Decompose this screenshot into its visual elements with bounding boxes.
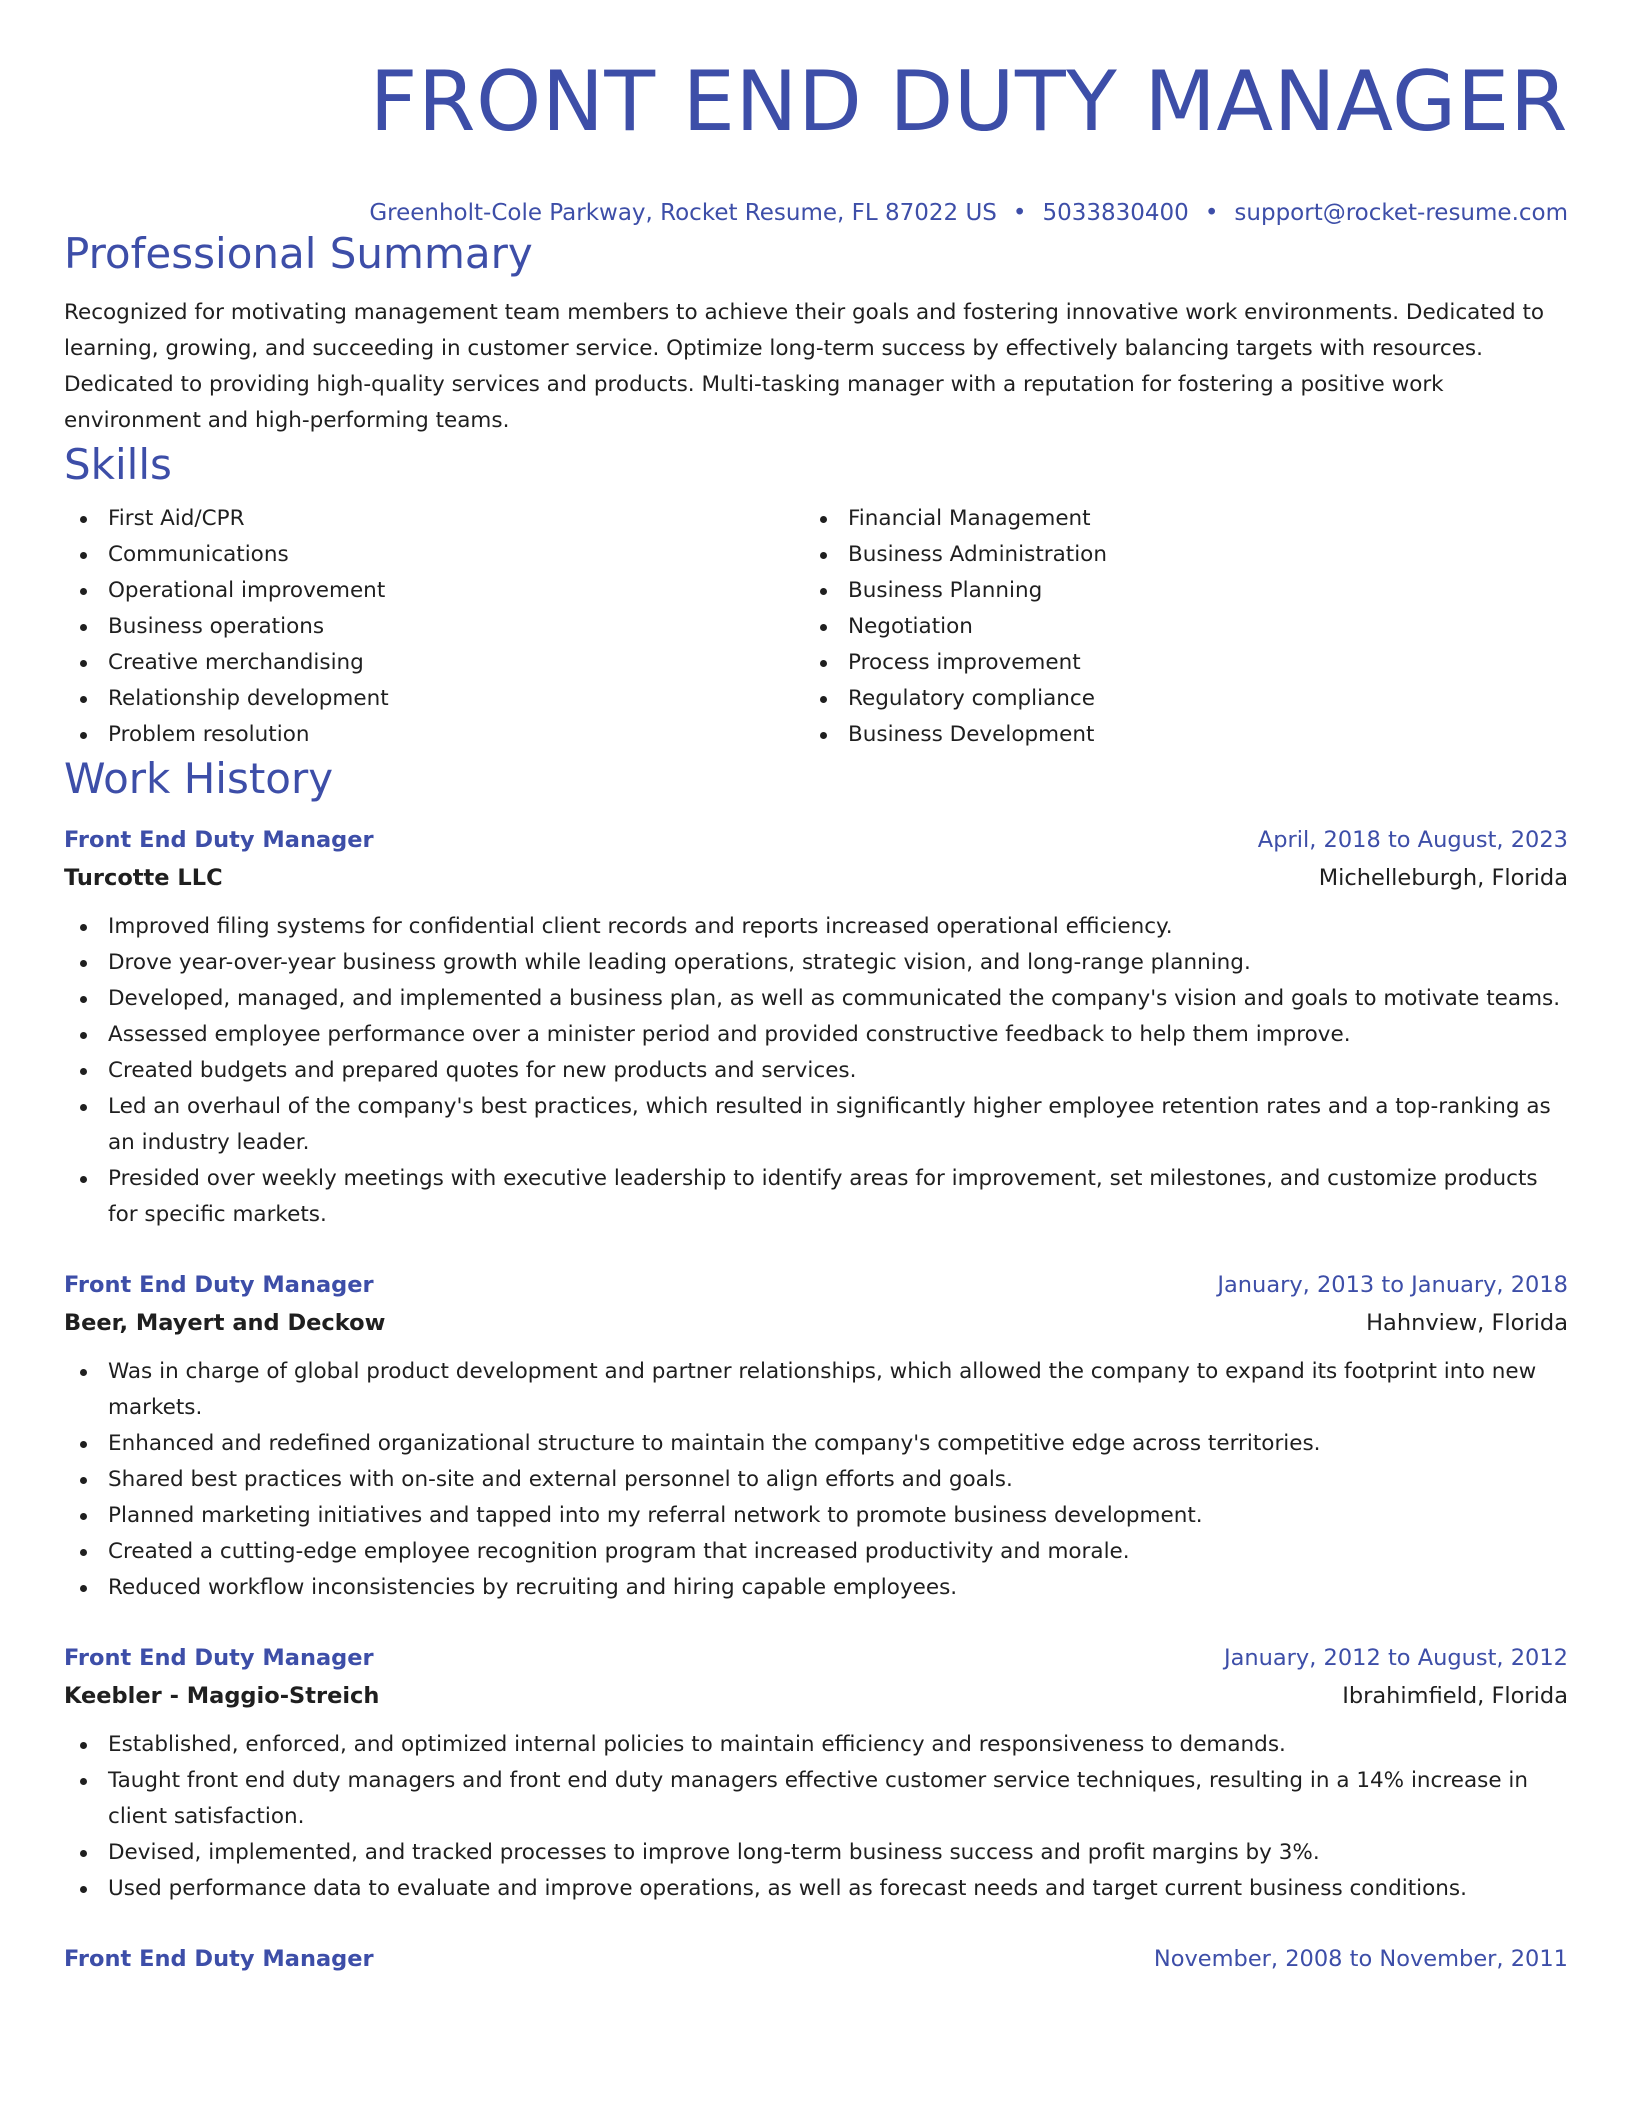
job-bullet: Used performance data to evaluate and improve operations, as well as forecast needs and target current business conditions. xyxy=(64,1871,1568,1907)
skill-item: Regulatory compliance xyxy=(804,681,1544,717)
company-name: Keebler - Maggio-Streich xyxy=(64,1683,380,1709)
skill-item: Process improvement xyxy=(804,645,1544,681)
contact-line xyxy=(64,198,1568,228)
job-entry xyxy=(64,1940,1568,1978)
summary-heading: Professional Summary xyxy=(64,229,533,278)
skill-item: Creative merchandising xyxy=(64,645,804,681)
skill-item: Business Administration xyxy=(804,537,1544,573)
company-name: Beer, Mayert and Deckow xyxy=(64,1310,386,1336)
job-title-row xyxy=(64,1639,1568,1677)
job-title: Front End Duty Manager xyxy=(64,1272,374,1298)
skill-item: Business Development xyxy=(804,717,1544,753)
job-company-row xyxy=(64,859,1568,897)
skill-item: First Aid/CPR xyxy=(64,501,804,537)
job-entry xyxy=(64,821,1568,1233)
job-bullets xyxy=(64,1354,1568,1606)
phone: 5033830400 xyxy=(1042,200,1189,226)
job-bullet: Enhanced and redefined organizational structure to maintain the company's competitive edge across territories. xyxy=(64,1426,1568,1462)
job-dates: January, 2012 to August, 2012 xyxy=(1223,1645,1568,1671)
job-title-row xyxy=(64,1266,1568,1304)
job-dates: April, 2018 to August, 2023 xyxy=(1257,827,1568,853)
separator-dot: • xyxy=(1204,200,1219,226)
job-bullets xyxy=(64,1727,1568,1907)
skill-item: Problem resolution xyxy=(64,717,804,753)
job-bullet: Taught front end duty managers and front end duty managers effective customer service techniques, resulting in a 14% increase in client satisfaction. xyxy=(64,1763,1568,1835)
job-bullet: Presided over weekly meetings with executive leadership to identify areas for improvement, set milestones, and customize products for specific markets. xyxy=(64,1161,1568,1233)
summary-text: Recognized for motivating management team members to achieve their goals and fostering innovative work environments. Dedicated to learning, growing, and succeeding in customer service. Optimize long-term success by effectively balancing targets with resources. Dedicated to providing high-quality services and products. Multi-tasking manager with a reputation for fostering a positive work environment and high-performing teams. xyxy=(64,300,1545,433)
job-bullet: Shared best practices with on-site and external personnel to align efforts and goals. xyxy=(64,1462,1568,1498)
email-link[interactable]: support@rocket-resume.com xyxy=(1234,200,1568,226)
job-bullet: Devised, implemented, and tracked processes to improve long-term business success and profit margins by 3%. xyxy=(64,1835,1568,1871)
job-bullet: Developed, managed, and implemented a business plan, as well as communicated the company's vision and goals to motivate teams. xyxy=(64,981,1568,1017)
job-title: Front End Duty Manager xyxy=(64,1946,374,1972)
work-history-heading: Work History xyxy=(64,754,334,803)
job-entry xyxy=(64,1639,1568,1907)
skill-item: Communications xyxy=(64,537,804,573)
job-bullets xyxy=(64,909,1568,1233)
skill-item: Business Planning xyxy=(804,573,1544,609)
skills-columns xyxy=(64,501,1568,753)
job-title: Front End Duty Manager xyxy=(64,1645,374,1671)
job-bullet: Created a cutting-edge employee recognition program that increased productivity and morale. xyxy=(64,1534,1568,1570)
job-title-row xyxy=(64,1940,1568,1978)
skill-item: Financial Management xyxy=(804,501,1544,537)
resume-title: FRONT END DUTY MANAGER xyxy=(369,53,1568,150)
address: Greenholt-Cole Parkway, Rocket Resume, FL 87022 US xyxy=(369,200,997,226)
job-location: Hahnview, Florida xyxy=(1366,1310,1568,1336)
job-entry xyxy=(64,1266,1568,1606)
skills-list-left xyxy=(64,501,804,753)
job-dates: January, 2013 to January, 2018 xyxy=(1217,1272,1568,1298)
job-bullet: Led an overhaul of the company's best practices, which resulted in significantly higher employee retention rates and a top-ranking as an industry leader. xyxy=(64,1089,1568,1161)
job-bullet: Drove year-over-year business growth while leading operations, strategic vision, and long-range planning. xyxy=(64,945,1568,981)
job-bullet: Assessed employee performance over a minister period and provided constructive feedback to help them improve. xyxy=(64,1017,1568,1053)
skill-item: Negotiation xyxy=(804,609,1544,645)
job-bullet: Improved filing systems for confidential client records and reports increased operational efficiency. xyxy=(64,909,1568,945)
separator-dot: • xyxy=(1012,200,1027,226)
job-bullet: Established, enforced, and optimized internal policies to maintain efficiency and responsiveness to demands. xyxy=(64,1727,1568,1763)
job-title: Front End Duty Manager xyxy=(64,827,374,853)
skill-item: Relationship development xyxy=(64,681,804,717)
skills-heading: Skills xyxy=(64,440,172,489)
skill-item: Business operations xyxy=(64,609,804,645)
job-bullet: Reduced workflow inconsistencies by recruiting and hiring capable employees. xyxy=(64,1570,1568,1606)
skills-list-right xyxy=(804,501,1544,753)
skill-item: Operational improvement xyxy=(64,573,804,609)
job-bullet: Planned marketing initiatives and tapped into my referral network to promote business development. xyxy=(64,1498,1568,1534)
job-title-row xyxy=(64,821,1568,859)
job-bullet: Created budgets and prepared quotes for new products and services. xyxy=(64,1053,1568,1089)
job-dates: November, 2008 to November, 2011 xyxy=(1153,1946,1568,1972)
job-location: Ibrahimfield, Florida xyxy=(1342,1683,1568,1709)
job-location: Michelleburgh, Florida xyxy=(1318,865,1568,891)
job-company-row xyxy=(64,1304,1568,1342)
job-company-row xyxy=(64,1677,1568,1715)
job-bullet: Was in charge of global product development and partner relationships, which allowed the company to expand its footprint into new markets. xyxy=(64,1354,1568,1426)
company-name: Turcotte LLC xyxy=(64,865,223,891)
